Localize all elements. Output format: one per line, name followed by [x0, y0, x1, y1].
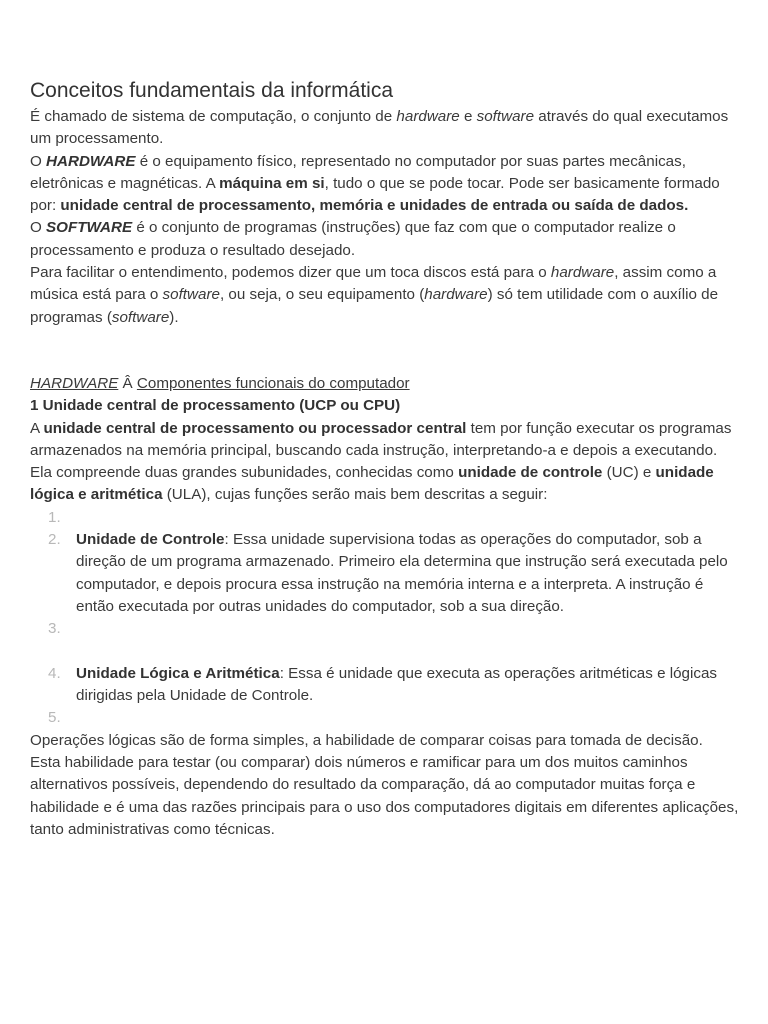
list-item: 3. [48, 620, 61, 638]
intro-paragraph-1: É chamado de sistema de computação, o conjunto de hardware e software através do qual executamos um processamento. [30, 108, 729, 148]
intro-paragraph-4: Para facilitar o entendimento, podemos dizer que um toca discos está para o hardware, assim como a música está para o software, ou seja, o seu equipamento (hardware) só tem utilidade com o auxílio de programas (software). [30, 264, 719, 326]
list-item: 4. Unidade Lógica e Aritmética: Essa é unidade que executa as operações aritméticas e lógicas dirigidas pela Unidade de Controle. [48, 664, 718, 705]
section-heading: HARDWARE Â Componentes funcionais do computador [30, 374, 410, 392]
outro-paragraph-1: Operações lógicas são de forma simples, a habilidade de comparar coisas para tomada de decisão. [30, 731, 703, 749]
cpu-paragraph: A unidade central de processamento ou processador central tem por função executar os programas armazenados na memória principal, buscando cada instrução, interpretando-a e depois a executando. Ela compreende duas grandes subunidades, conhecidas como unidade de controle (UC) e unidade lógica e aritmética (ULA), cujas funções serão mais bem descritas a seguir: [30, 419, 732, 504]
list-item: 5. [48, 709, 61, 727]
intro-paragraph-2: O HARDWARE é o equipamento físico, representado no computador por suas partes mecânicas, eletrônicas e magnéticas. A máquina em si, tudo o que se pode tocar. Pode ser basicamente formado por: unidade central de processamento, memória e unidades de entrada ou saída de dados. [30, 152, 720, 215]
document-page [30, 76, 742, 841]
intro-paragraph-3: O SOFTWARE é o conjunto de programas (instruções) que faz com que o computador realize o processamento e produza o resultado desejado. [30, 219, 676, 259]
page-title: Conceitos fundamentais da informática [30, 79, 394, 102]
list-item: 1. [48, 508, 61, 526]
section-subheading: 1 Unidade central de processamento (UCP ou CPU) [30, 397, 401, 415]
list-item: 2. Unidade de Controle: Essa unidade supervisiona todas as operações do computador, sob a direção de um programa armazenado. Primeiro ela determina que instrução será executada pelo computador, e depois procura essa instrução na memória interna e a interpreta. A instrução é então executada por outras unidades do computador, sob a sua direção. [48, 531, 728, 615]
cpu-units-list [30, 507, 742, 730]
section-spacer [30, 329, 742, 373]
outro-paragraph-2: Esta habilidade para testar (ou comparar) dois números e ramificar para um dos muitos caminhos alternativos possíveis, dependendo do resultado da comparação, dá ao computador muitas força e habilidade e é uma das razões principais para o uso dos computadores digitais em diferentes aplicações, tanto administrativas como técnicas. [30, 754, 739, 838]
